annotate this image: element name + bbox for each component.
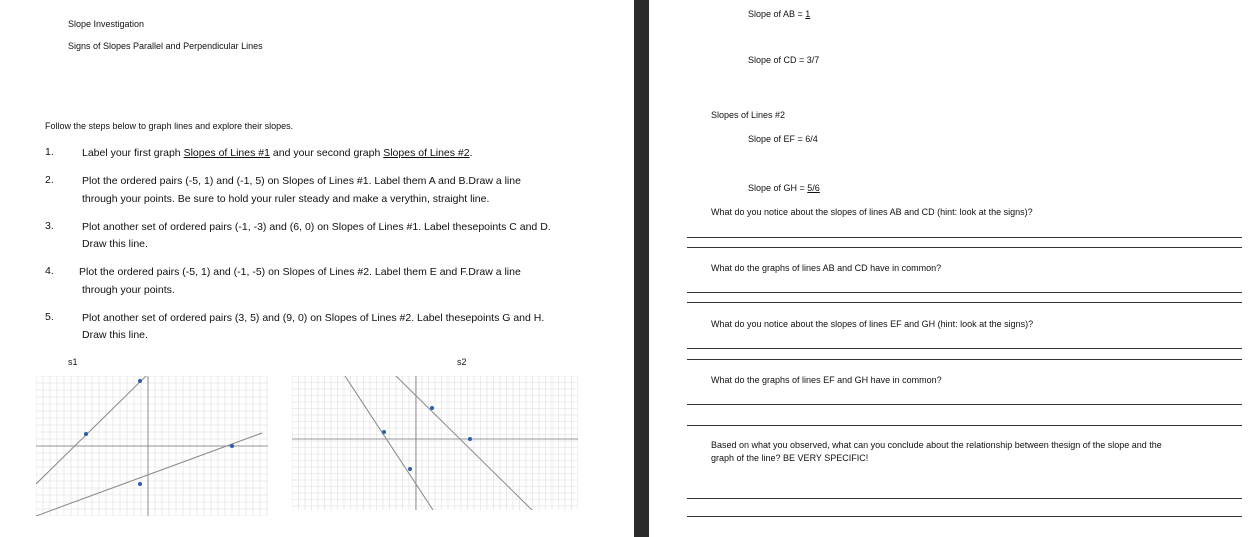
question-3: What do you notice about the slopes of lines EF and GH (hint: look at the signs)? bbox=[711, 319, 1034, 329]
slope-ef: Slope of EF = 6/4 bbox=[748, 134, 818, 144]
step-text bbox=[82, 144, 473, 162]
question-4: What do the graphs of lines EF and GH have in common? bbox=[711, 375, 942, 385]
step-text: Plot the ordered pairs (-5, 1) and (-1, 5) on Slopes of Lines #1. Label them A and B.Draw a line bbox=[82, 175, 521, 187]
point-c bbox=[138, 482, 142, 486]
line-ab bbox=[36, 376, 146, 484]
question-2: What do the graphs of lines AB and CD have in common? bbox=[711, 263, 942, 273]
slope-gh-label: Slope of GH = bbox=[748, 183, 808, 193]
step-number: 1. bbox=[45, 146, 54, 158]
slope-cd: Slope of CD = 3/7 bbox=[748, 55, 820, 65]
point-d bbox=[230, 444, 234, 448]
slope-ab-value: 1 bbox=[805, 9, 811, 19]
step-number: 3. bbox=[45, 220, 54, 232]
step-text: through your points. bbox=[82, 284, 175, 296]
worksheet-page-right bbox=[649, 0, 1255, 537]
answer-line[interactable] bbox=[687, 302, 1242, 303]
question-5-line-2: graph of the line? BE VERY SPECIFIC! bbox=[711, 453, 869, 463]
step-number: 5. bbox=[45, 311, 54, 323]
step-number: 4. bbox=[45, 265, 54, 277]
question-1: What do you notice about the slopes of lines AB and CD (hint: look at the signs)? bbox=[711, 207, 1033, 217]
graph1-name: Slopes of Lines #1 bbox=[183, 147, 270, 159]
graph-slopes-of-lines-1 bbox=[36, 376, 268, 516]
answer-line[interactable] bbox=[687, 498, 1242, 499]
point-b bbox=[138, 379, 142, 383]
step-text: through your points. Be sure to hold your ruler steady and make a verythin, straight line. bbox=[82, 193, 490, 205]
point-g bbox=[430, 406, 434, 410]
step-text: Plot the ordered pairs (-5, 1) and (-1, -5) on Slopes of Lines #2. Label them E and F.Draw a line bbox=[79, 266, 521, 278]
grid bbox=[292, 376, 578, 510]
intro-text: Follow the steps below to graph lines and explore their slopes. bbox=[45, 121, 294, 131]
answer-line[interactable] bbox=[687, 404, 1242, 405]
answer-line[interactable] bbox=[687, 348, 1242, 349]
graph1-label: s1 bbox=[68, 357, 78, 367]
slope-gh-value: 5/6 bbox=[807, 183, 820, 193]
answer-line[interactable] bbox=[687, 247, 1242, 248]
slope-ab-label: Slope of AB = bbox=[748, 9, 806, 19]
step-text: Plot another set of ordered pairs (3, 5) and (9, 0) on Slopes of Lines #2. Label thesepoints G and H. bbox=[82, 312, 545, 324]
slope-gh bbox=[748, 183, 820, 194]
graph2-label: s2 bbox=[457, 357, 467, 367]
step-text: Draw this line. bbox=[82, 238, 148, 250]
step-text-part: Label your first graph bbox=[82, 147, 184, 159]
question-5-line-1: Based on what you observed, what can you conclude about the relationship between thesign of the slope and the bbox=[711, 440, 1162, 450]
step-text: Draw this line. bbox=[82, 329, 148, 341]
page-subtitle: Signs of Slopes Parallel and Perpendicular Lines bbox=[68, 41, 263, 51]
step-text-part: and your second graph bbox=[269, 147, 384, 159]
line-cd bbox=[36, 433, 262, 516]
section-heading-lines-2: Slopes of Lines #2 bbox=[711, 110, 786, 120]
page-title: Slope Investigation bbox=[68, 19, 145, 29]
point-a bbox=[84, 432, 88, 436]
answer-line[interactable] bbox=[687, 516, 1242, 517]
graph-slopes-of-lines-2 bbox=[292, 376, 578, 510]
answer-line[interactable] bbox=[687, 425, 1242, 426]
point-h bbox=[468, 437, 472, 441]
slope-ab bbox=[748, 9, 810, 20]
point-e bbox=[382, 430, 386, 434]
answer-line[interactable] bbox=[687, 292, 1242, 293]
point-f bbox=[408, 467, 412, 471]
answer-line[interactable] bbox=[687, 359, 1242, 360]
line-ef bbox=[345, 376, 433, 510]
answer-line[interactable] bbox=[687, 237, 1242, 238]
step-text: Plot another set of ordered pairs (-1, -3) and (6, 0) on Slopes of Lines #1. Label thesepoints C and D. bbox=[82, 221, 551, 233]
graph2-name: Slopes of Lines #2 bbox=[383, 147, 470, 159]
step-text-part: . bbox=[469, 147, 473, 159]
step-number: 2. bbox=[45, 174, 54, 186]
